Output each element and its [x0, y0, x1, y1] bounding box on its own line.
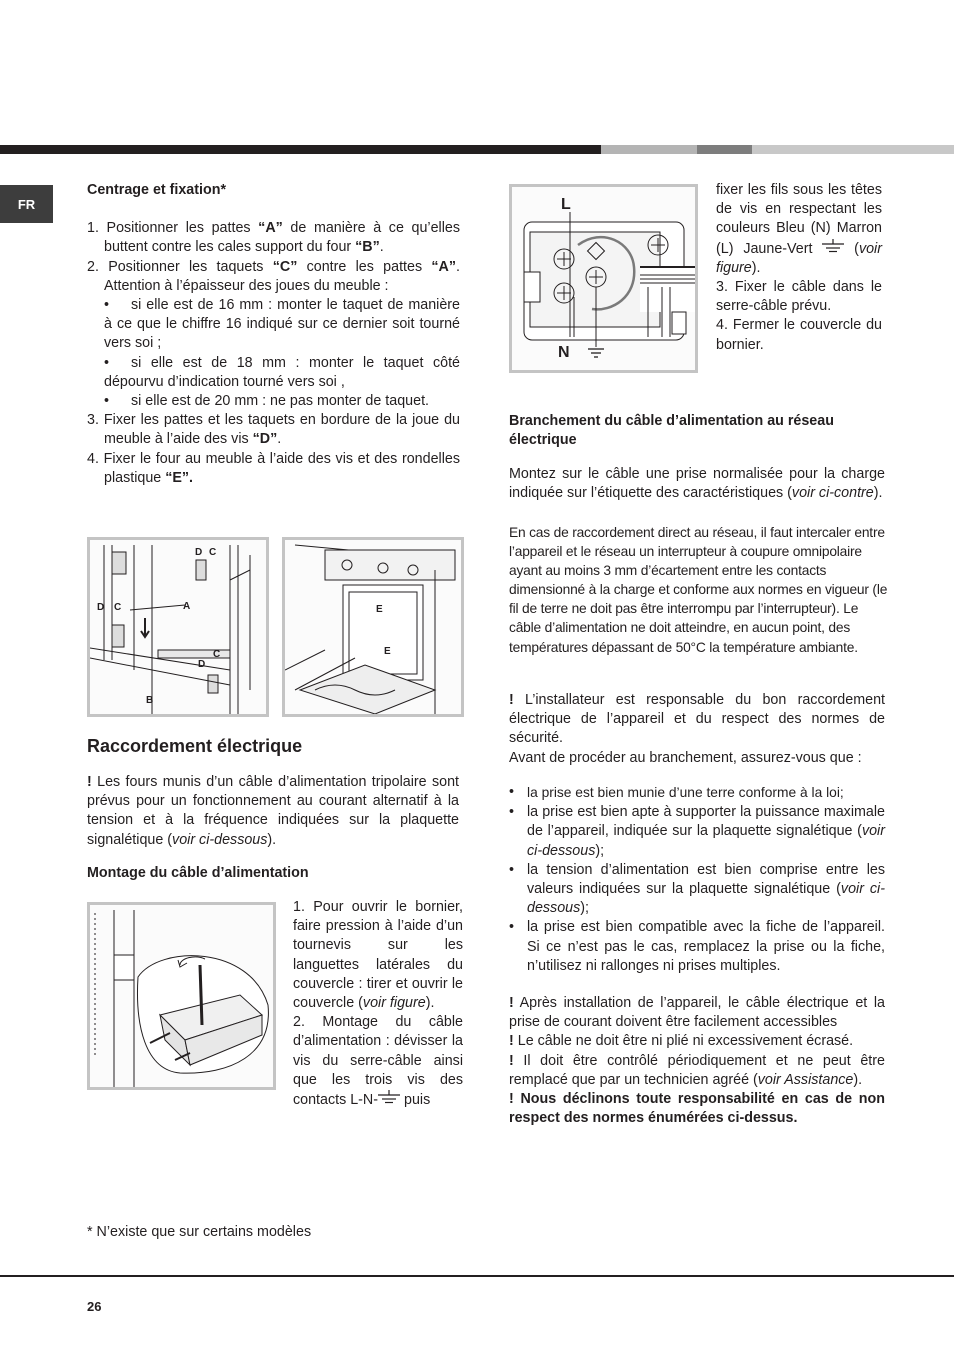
- montage-step-1: 1. Pour ouvrir le bornier, faire pression à l’aide d’un tournevis sur les languettes latérales du couvercle : tirer et ouvrir le couvercle (voir figure).: [293, 899, 463, 1012]
- label-c1: C: [209, 547, 217, 558]
- bullet-16mm: • si elle est de 16 mm : monter le taquet de manière à ce que le chiffre 16 indiqué sur ce dernier soit tourné vers soi ;: [104, 297, 460, 352]
- wiring-step-4: 4. Fermer le couvercle du bornier.: [716, 317, 882, 353]
- branchement-title: Branchement du câble d’alimentation au réseau électrique: [509, 413, 834, 449]
- wiring-colors-paragraph: fixer les fils sous les têtes de vis en respectant les couleurs Bleu (N) Marron (L) Jaune-Vert (voir figure).: [716, 182, 882, 276]
- footer-rule: [0, 1275, 954, 1277]
- label-d1: D: [195, 547, 203, 558]
- header-bar-grey: [601, 145, 697, 154]
- header-bar-dark: [0, 145, 601, 154]
- language-tab: FR: [0, 185, 53, 223]
- label-l: L: [561, 196, 571, 213]
- figure-brackets: [87, 537, 269, 717]
- label-n: N: [558, 344, 570, 361]
- plie-note: ! Le câble ne doit être ni plié ni excessivement écrasé.: [509, 1033, 854, 1050]
- step-1: 1. Positionner les pattes “A” de manière à ce qu’elles buttent contre les cales support du four “B”.: [87, 220, 461, 256]
- montage-title: Montage du câble d’alimentation: [87, 865, 309, 881]
- checklist-item: • la prise est bien compatible avec la fiche de l’appareil. Si ce n’est pas le cas, remplacez la prise ou la fiche, n’utilisez ni rallonges ni prises multiples.: [509, 919, 885, 974]
- label-b: B: [146, 695, 154, 706]
- brackets-drawing: [90, 540, 266, 714]
- branchement-paragraph-1: Montez sur le câble une prise normalisée pour la charge indiquée sur l’étiquette des caractéristiques (voir ci-contre).: [509, 466, 885, 502]
- safety-notes: [509, 994, 885, 1128]
- apres-note: ! Après installation de l’appareil, le câble électrique et la prise de courant doivent être facilement accessibles: [509, 995, 885, 1031]
- terminal-box-drawing: [90, 905, 273, 1087]
- raccordement-title: Raccordement électrique: [87, 736, 303, 756]
- label-d2: D: [97, 602, 105, 613]
- page-number: 26: [87, 1299, 102, 1314]
- montage-step-2: 2. Montage du câble d’alimentation : dévisser la vis du serre-câble ainsi que les trois vis des contacts L-N- puis: [293, 1014, 463, 1109]
- raccordement-paragraph: ! Les fours munis d’un câble d’alimentation tripolaire sont prévus pour un fonctionnement au courant alternatif à la tension et à la fréquence indiquées sur la plaquette signalétique (voir ci-dessous).: [87, 774, 459, 848]
- header-bar: [0, 145, 954, 154]
- step-3: 3. Fixer les pattes et les taquets en bordure de la joue du meuble à l’aide des vis “D”.: [87, 412, 460, 448]
- label-d3: D: [198, 659, 206, 670]
- header-bar-mid: [697, 145, 752, 154]
- label-e1: E: [376, 604, 383, 615]
- controle-note: ! Il doit être contrôlé périodiquement et ne peut être remplacé que par un technicien agréé (voir Assistance).: [509, 1052, 885, 1088]
- figure-wiring: [509, 184, 698, 373]
- installateur-paragraph: ! L’installateur est responsable du bon raccordement électrique de l’appareil et du respect des normes de sécurité.: [509, 692, 885, 747]
- oven-drawing: [285, 540, 461, 714]
- wiring-step-3: 3. Fixer le câble dans le serre-câble prévu.: [716, 279, 882, 315]
- figure-terminal-box: [87, 902, 276, 1090]
- checklist-item: • la tension d’alimentation est bien comprise entre les valeurs indiquées sur la plaquette signalétique (voir ci-dessous);: [509, 861, 885, 917]
- responsabilite-note: ! Nous déclinons toute responsabilité en cas de non respect des normes énumérées ci-dessus.: [509, 1091, 885, 1127]
- wiring-side-text: [716, 181, 882, 355]
- label-c2: C: [114, 602, 122, 613]
- figure-oven-fixing: [282, 537, 464, 717]
- checklist-item: • la prise est bien apte à supporter la puissance maximale de l’appareil, indiquée sur la plaquette signalétique (voir ci-dessous);: [509, 804, 885, 859]
- checklist-item: • la prise est bien munie d’une terre conforme à la loi;: [509, 784, 844, 800]
- branchement-paragraph-2: En cas de raccordement direct au réseau, il faut intercaler entre l’appareil et le réseau un interrupteur à coupure omnipolaire ayant au moins 3 mm d’écartement entre les contacts dimensionné à la charge et conforme aux normes en vigueur (le fil de terre ne doit pas être interrompu par l’interrupteur). Le câble d’alimentation ne doit atteindre, en aucun point, des températures dépassant de 50°C la température ambiante.: [509, 525, 888, 655]
- label-e2: E: [384, 646, 391, 657]
- montage-steps: [293, 898, 463, 1110]
- ground-symbol-icon: [822, 239, 844, 253]
- step-2: 2. Positionner les taquets “C” contre les pattes “A”. Attention à l’épaisseur des joues du meuble :: [87, 258, 460, 294]
- checklist: [509, 783, 885, 976]
- ground-symbol-icon: [378, 1090, 400, 1104]
- bullet-18mm: • si elle est de 18 mm : monter le taquet côté dépourvu d’indication tourné vers soi ,: [104, 354, 460, 390]
- footnote: * N’existe que sur certains modèles: [87, 1224, 312, 1240]
- step-4: 4. Fixer le four au meuble à l’aide des vis et des rondelles plastique “E”.: [87, 450, 460, 486]
- avant-paragraph: Avant de procéder au branchement, assurez-vous que :: [509, 750, 862, 766]
- left-column: [87, 181, 460, 488]
- label-c3: C: [213, 649, 221, 660]
- wiring-drawing: [512, 187, 695, 370]
- centrage-title: Centrage et fixation*: [87, 182, 227, 198]
- header-bar-light: [752, 145, 954, 154]
- label-a: A: [183, 601, 191, 612]
- bullet-20mm: • si elle est de 20 mm : ne pas monter de taquet.: [104, 393, 430, 410]
